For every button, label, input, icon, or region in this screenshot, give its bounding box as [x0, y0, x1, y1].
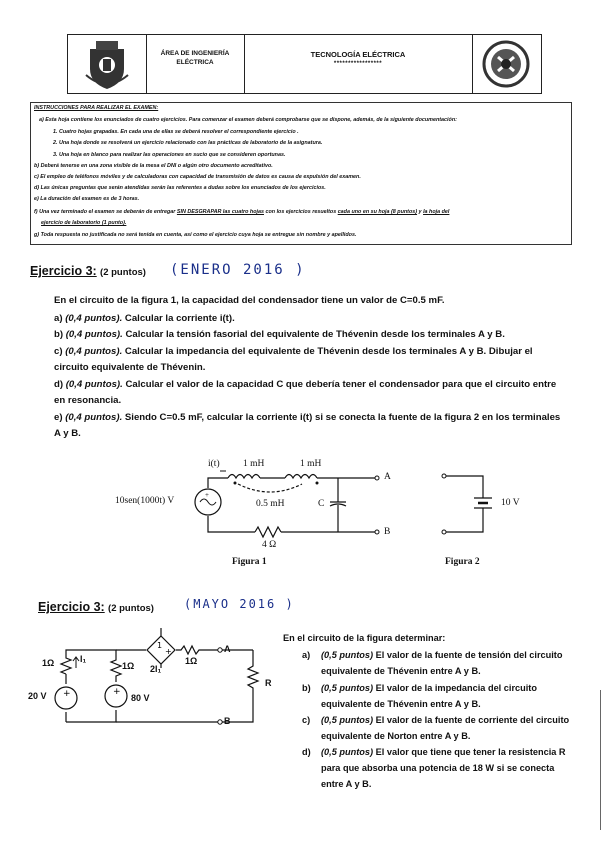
qa-points: (0,4 puntos). [65, 313, 123, 324]
exercise-1-question-d-cont: en resonancia. [54, 395, 122, 406]
ex2-terminal-b: B [224, 716, 231, 726]
fig2-terminal-bottom-icon [442, 530, 446, 534]
ex2-terminal-a-icon [218, 648, 222, 652]
qe-label: e) [54, 412, 63, 423]
ex2-v1-label: 20 V [28, 691, 47, 701]
qc-label: c) [54, 346, 63, 357]
instruction-f-mid: con los ejercicios resueltos [263, 209, 338, 215]
figure-2-caption: Figura 2 [445, 557, 480, 567]
ex2-question-a [321, 650, 562, 660]
university-crest-icon [68, 35, 146, 93]
fig2-terminal-top-icon [442, 474, 446, 478]
qd-points: (0,4 puntos). [65, 379, 123, 390]
exercise-1-question-e-cont: A y B. [54, 428, 81, 439]
fig1-terminal-b: B [384, 527, 391, 537]
ex2-qc-text: El valor de la fuente de corriente del circuito [375, 715, 570, 725]
exercise-2-points: (2 puntos) [108, 603, 154, 614]
instructions-title: INSTRUCCIONES PARA REALIZAR EL EXAMEN: [34, 105, 159, 111]
ex2-question-d-label: d) [302, 747, 311, 757]
department-line-1: ÁREA DE INGENIERÍA [160, 50, 230, 57]
fig1-mutual-label: 0.5 mH [256, 499, 285, 509]
exercise-2-circuit [28, 628, 273, 728]
fig1-inductor-1-label: 1 mH [243, 459, 265, 469]
exercise-1-question-d [54, 379, 556, 390]
ex2-terminal-b-icon [218, 720, 222, 724]
exercise-2-title [38, 600, 154, 614]
ex2-question-c [321, 715, 569, 725]
instruction-f-underline: SIN DESGRAPAR las cuatro hojas [176, 209, 264, 215]
department-line-2: ELÉCTRICA [176, 59, 214, 66]
subject-cell [244, 35, 473, 93]
university-logo-cell [68, 35, 147, 93]
ex2-question-c-cont: equivalente de Norton entre A y B. [321, 731, 471, 741]
fig1-capacitor-label: C [318, 499, 325, 509]
svg-text:1: 1 [157, 641, 163, 650]
qd-label: d) [54, 379, 64, 390]
svg-text:+: + [113, 687, 121, 697]
fig1-inductor-2-label: 1 mH [300, 459, 322, 469]
qb-text: Calcular la tensión fasorial del equivalente de Thévenin desde los terminales A y B. [125, 329, 505, 340]
exercise-1-handwritten-note: (ENERO 2016 ) [170, 262, 306, 278]
ex2-qd-points: (0,5 puntos) [321, 747, 374, 757]
exam-instructions [30, 102, 572, 245]
ex2-question-a-cont: equivalente de Thévenin entre A y B. [321, 666, 481, 676]
instruction-f-post: y [417, 209, 424, 215]
subject-title: TECNOLOGÍA ELÉCTRICA [310, 50, 406, 59]
terminal-a-icon [375, 476, 379, 480]
instruction-a1: 1. Cuatro hojas grapadas. En cada una de ellas se deberá resolver el correspondiente ejercicio . [53, 129, 299, 135]
instruction-a3: 3. Una hoja en blanco para realizar las operaciones en sucio que se consideren oportunas. [53, 152, 286, 158]
ex2-question-d [321, 747, 566, 757]
instruction-f [34, 209, 449, 215]
ex2-v2-label: 80 V [131, 693, 150, 703]
ex2-question-a-label: a) [302, 650, 311, 660]
exercise-1-question-a [54, 313, 235, 324]
ex2-qd-text: El valor que tiene que tener la resistencia R [375, 747, 566, 757]
fig1-terminal-a: A [384, 472, 391, 482]
exercise-2-handwritten-note: (MAYO 2016 ) [184, 597, 295, 611]
qe-points: (0,4 puntos). [65, 412, 123, 423]
ex2-question-d-cont: para que absorba una potencia de 18 W si se conecta [321, 763, 555, 773]
subject-subtitle: ***************** [333, 61, 383, 67]
instruction-f-text: f) Una vez terminado el examen se deberán de entregar [34, 209, 177, 215]
fig2-voltage-label: 10 V [501, 498, 520, 508]
page-edge-line [600, 690, 607, 830]
exercise-1-question-c-cont: circuito equivalente de Thévenin. [54, 362, 206, 373]
figure-2-circuit [438, 470, 498, 540]
svg-text:+: + [205, 491, 209, 499]
instruction-e: e) La duración del examen es de 3 horas. [34, 196, 140, 202]
qe-text: Siendo C=0.5 mF, calcular la corriente i(t) si se conecta la fuente de la figura 2 en los terminales [124, 412, 561, 423]
ex2-question-b-cont: equivalente de Thévenin entre A y B. [321, 699, 481, 709]
qc-text: Calcular la impedancia del equivalente de Thévenin desde los terminales A y B. Dibujar el [124, 346, 533, 357]
ex2-question-b [321, 683, 537, 693]
fig1-resistor-label: 4 Ω [262, 540, 277, 550]
ex2-i1-label: I₁ [80, 654, 87, 664]
svg-text:+: + [63, 689, 71, 699]
exercise-2-intro: En el circuito de la figura determinar: [283, 633, 446, 643]
fig1-source-label: 10sen(1000t) V [115, 496, 175, 506]
ex2-dep-label: 2I₁ [150, 664, 162, 674]
school-seal-icon [472, 35, 541, 93]
qd-text: Calcular el valor de la capacidad C que debería tener el condensador para que el circuito entre [125, 379, 557, 390]
exercise-1-title [30, 264, 146, 278]
qc-points: (0,4 puntos). [65, 346, 123, 357]
exercise-1-intro: En el circuito de la figura 1, la capacidad del condensador tiene un valor de C=0.5 mF. [54, 295, 445, 306]
qb-points: (0,4 puntos). [65, 329, 123, 340]
exercise-1-heading: Ejercicio 3: [30, 264, 97, 278]
qa-text: Calcular la corriente i(t). [124, 313, 235, 324]
exercise-2-heading: Ejercicio 3: [38, 600, 105, 614]
qb-label: b) [54, 329, 64, 340]
svg-text:+: + [165, 647, 172, 656]
ex2-qa-points: (0,5 puntos) [321, 650, 374, 660]
department-cell [146, 35, 245, 93]
instruction-f-underline-3: la hoja del [423, 209, 450, 215]
ex2-r1-label: 1Ω [42, 658, 55, 668]
ex2-qb-text: El valor de la impedancia del circuito [375, 683, 537, 693]
current-arrow-icon [73, 657, 79, 668]
fig1-current-label: i(t) [208, 459, 220, 469]
exercise-1-question-e [54, 412, 560, 423]
instruction-b: b) Deberá tenerse en una zona visible de la mesa el DNI o algún otro documento acreditativo. [34, 163, 273, 169]
exercise-1-question-c [54, 346, 533, 357]
ex2-qa-text: El valor de la fuente de tensión del circuito [375, 650, 563, 660]
instruction-a: a) Esta hoja contiene los enunciados de cuatro ejercicios. Para comenzar el examen deberá comprobarse que se dispone, además, de la siguiente documentación: [39, 117, 457, 123]
exercise-1-question-b [54, 329, 505, 340]
figure-1-caption: Figura 1 [232, 557, 267, 567]
ex2-r-label: R [265, 678, 272, 688]
ex2-terminal-a: A [224, 644, 231, 654]
instruction-g: g) Toda respuesta no justificada no será tenida en cuenta, así como el ejercicio cuya hoja se entregue sin nombre y apellidos. [34, 232, 357, 238]
ex2-question-d-cont-2: entre A y B. [321, 779, 372, 789]
instruction-d: d) Las únicas preguntas que serán atendidas serán las referentes a dudas sobre los enunciados de los ejercicios. [34, 185, 326, 191]
instruction-f-underline-2: cada uno en su hoja (8 puntos) [337, 209, 418, 215]
qa-label: a) [54, 313, 63, 324]
ex2-qb-points: (0,5 puntos) [321, 683, 374, 693]
ex2-question-b-label: b) [302, 683, 311, 693]
figure-1-circuit [190, 458, 400, 548]
exercise-1-points: (2 puntos) [100, 267, 146, 278]
instruction-a2: 2. Una hoja donde se resolverá un ejercicio relacionado con las prácticas de laboratorio de la asignatura. [53, 140, 323, 146]
instruction-f-continued: ejercicio de laboratorio (1 punto). [41, 220, 127, 226]
ex2-r3-label: 1Ω [185, 656, 198, 666]
ex2-qc-points: (0,5 puntos) [321, 715, 374, 725]
instruction-c: c) El empleo de teléfonos móviles y de calculadoras con capacidad de transmisión de datos es causa de expulsión del examen. [34, 174, 361, 180]
ex2-question-c-label: c) [302, 715, 311, 725]
terminal-b-icon [375, 530, 379, 534]
ex2-r2-label: 1Ω [122, 661, 135, 671]
school-logo-cell [472, 35, 541, 93]
exam-header [67, 34, 542, 94]
